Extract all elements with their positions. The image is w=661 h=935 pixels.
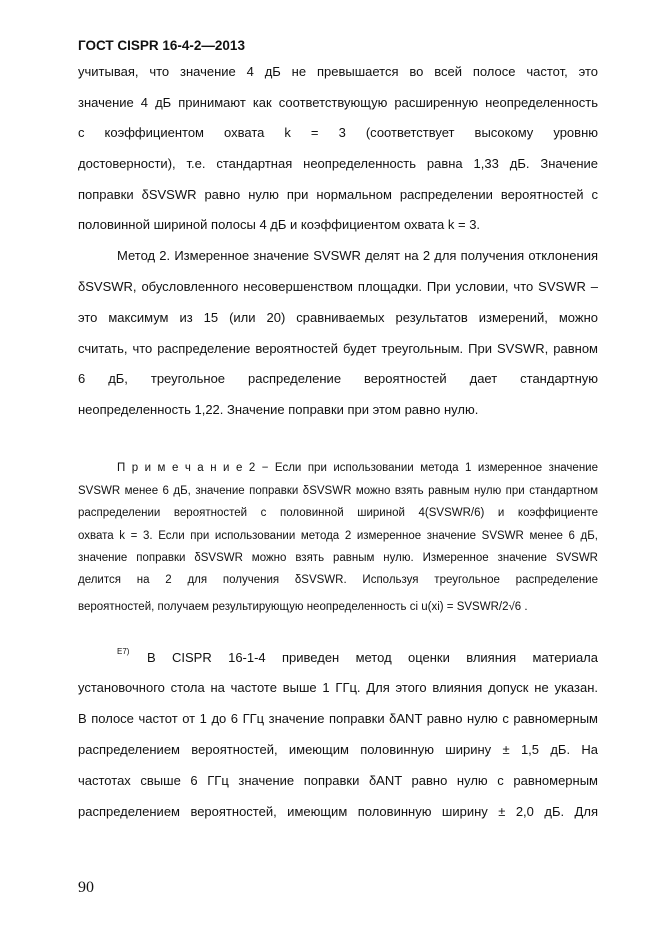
- paragraph1-line: достоверности), т.е. стандартная неопределенность равна 1,33 дБ. Значение: [78, 156, 598, 171]
- paragraph2-line: это максимум из 15 (или 20) сравниваемых результатов измерений, можно: [78, 310, 598, 325]
- paragraph1-line: учитывая, что значение 4 дБ не превышается во всей полосе частот, это: [78, 64, 598, 79]
- note-line: П р и м е ч а н и е 2 − Если при использовании метода 1 измеренное значение: [117, 462, 598, 474]
- paragraph2-line: Метод 2. Измеренное значение SVSWR делят на 2 для получения отклонения: [117, 248, 598, 263]
- document-header: ГОСТ CISPR 16-4-2—2013: [78, 38, 245, 53]
- footnote-marker: E7): [117, 647, 130, 656]
- paragraph1-line: значение 4 дБ принимают как соответствующую расширенную неопределенность: [78, 95, 598, 110]
- paragraph1-line: поправки δSVSWR равно нулю при нормальном распределении вероятностей с: [78, 187, 598, 202]
- paragraph2-line: δSVSWR, обусловленного несовершенством площадки. При условии, что SVSWR –: [78, 279, 598, 294]
- paragraph1-line: с коэффициентом охвата k = 3 (соответствует высокому уровню: [78, 125, 598, 140]
- paragraph2-line: неопределенность 1,22. Значение поправки при этом равно нулю.: [78, 402, 479, 417]
- note-line: SVSWR менее 6 дБ, значение поправки δSVSWR можно взять равным нулю при стандартном: [78, 485, 598, 497]
- paragraph2-line: 6 дБ, треугольное распределение вероятностей дает стандартную: [78, 371, 598, 386]
- page-number: 90: [78, 879, 94, 896]
- note-line: значение поправки δSVSWR можно взять равным нулю. Измеренное значение SVSWR: [78, 552, 598, 564]
- paragraph3-line: распределением вероятностей, имеющим половинную ширину ± 2,0 дБ. Для: [78, 804, 598, 819]
- paragraph3-line: распределением вероятностей, имеющим половинную ширину ± 1,5 дБ. На: [78, 742, 598, 757]
- paragraph3-line: установочного стола на частоте выше 1 ГГц. Для этого влияния допуск не указан.: [78, 680, 598, 695]
- note-line: вероятностей, получаем результирующую неопределенность ci u(xi) = SVSWR/2√6 .: [78, 601, 528, 613]
- note-line: охвата k = 3. Если при использовании метода 2 измеренное значение SVSWR менее 6 дБ,: [78, 530, 598, 542]
- note-line: распределении вероятностей с половинной шириной 4(SVSWR/6) и коэффициенте: [78, 507, 598, 519]
- note-line: делится на 2 для получения δSVSWR. Используя треугольное распределение: [78, 574, 598, 586]
- paragraph3-line: В полосе частот от 1 до 6 ГГц значение поправки δANT равно нулю с равномерным: [78, 711, 598, 726]
- paragraph3-line: частотах свыше 6 ГГц значение поправки δANT равно нулю с равномерным: [78, 773, 598, 788]
- paragraph1-line: половинной шириной полосы 4 дБ и коэффициентом охвата k = 3.: [78, 217, 481, 232]
- paragraph3-line: В CISPR 16-1-4 приведен метод оценки влияния материала: [147, 650, 598, 665]
- paragraph2-line: считать, что распределение вероятностей будет треугольным. При SVSWR, равном: [78, 341, 598, 356]
